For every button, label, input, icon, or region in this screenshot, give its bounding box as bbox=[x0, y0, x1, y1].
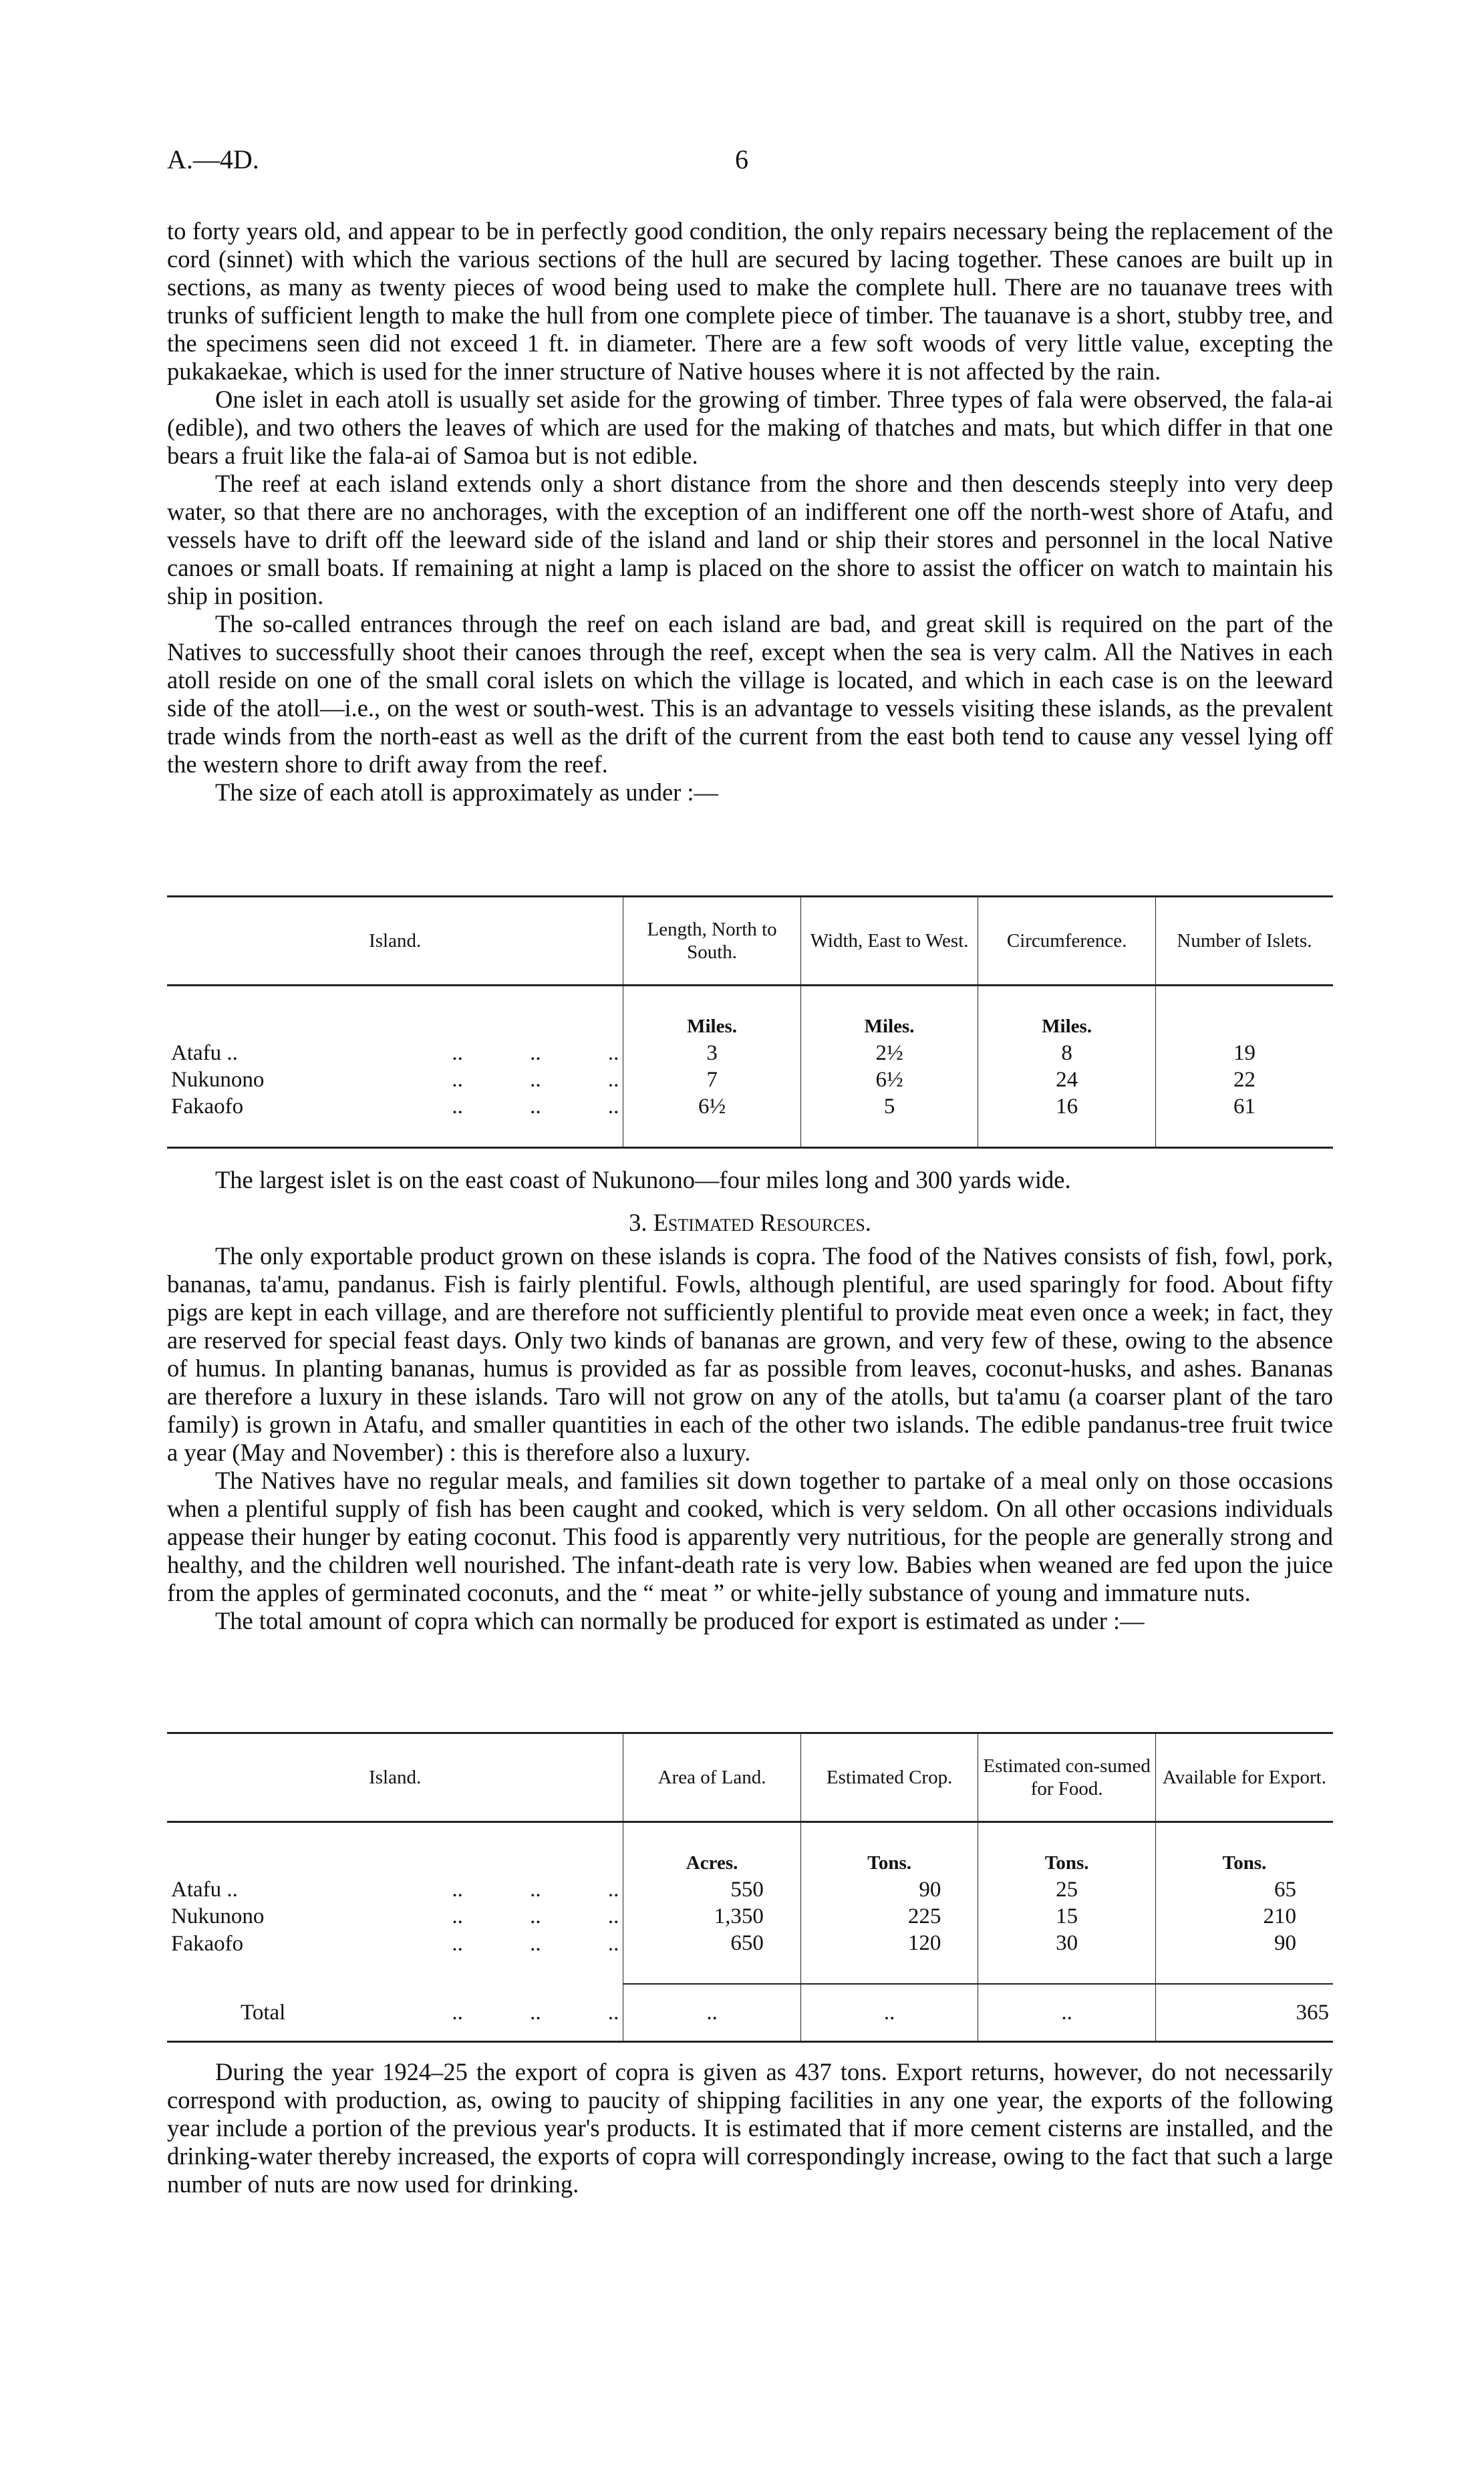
paragraph: The largest islet is on the east coast of Nukunono—four miles long and 300 yards wide. bbox=[215, 1166, 1071, 1193]
col-header: Circumference. bbox=[978, 897, 1156, 986]
copra-table bbox=[167, 1732, 1333, 2043]
paragraph: The size of each atoll is approximately as under :— bbox=[215, 778, 719, 806]
atoll-size-table bbox=[167, 895, 1333, 1149]
col-header: Area of Land. bbox=[623, 1733, 801, 1822]
table-row: Atafu .. .. .. .. 3 2½ 8 19 bbox=[167, 1040, 1333, 1066]
col-header: Island. bbox=[369, 930, 422, 952]
table-row: Nukunono .. .. .. 1,350 225 15 210 bbox=[167, 1903, 1333, 1930]
unit-label: Tons. bbox=[1155, 1822, 1333, 1877]
total-row: Total .. .. .. .. .. .. 365 bbox=[167, 1984, 1333, 2042]
table-row: Fakaofo .. .. .. 650 120 30 90 bbox=[167, 1930, 1333, 1984]
unit-label: Tons. bbox=[800, 1822, 978, 1877]
document-reference: A.—4D. bbox=[167, 144, 259, 174]
paragraph: During the year 1924–25 the export of copra is given as 437 tons. Export returns, however, do not necessarily correspond with production, as, owing to paucity of shipping facilities in any one year, the exports of the following year include a portion of the previous year's products. It is estimated that if more cement cisterns are installed, and the drinking-water thereby increased, the exports of copra will correspondingly increase, owing to the fact that such a large number of nuts are now used for drinking. bbox=[167, 2058, 1333, 2198]
table-row: Fakaofo .. .. .. 6½ 5 16 61 bbox=[167, 1093, 1333, 1148]
text-section-2 bbox=[167, 1166, 1333, 1635]
col-header: Island. bbox=[369, 1767, 422, 1788]
col-header: Length, North to South. bbox=[623, 897, 801, 986]
text-section-3 bbox=[167, 2058, 1333, 2198]
page-number: 6 bbox=[735, 144, 748, 174]
unit-label: Miles. bbox=[623, 986, 801, 1040]
paragraph: The so-called entrances through the reef on each island are bad, and great skill is required on the part of the Natives to successfully shoot their canoes through the reef, except when the sea is very calm. All the Natives in each atoll reside on one of the small coral islets on which the village is located, and which in each case is on the leeward side of the atoll—i.e., on the west or south-west. This is an advantage to vessels visiting these islands, as the prevalent trade winds from the north-east as well as the drift of the current from the east both tend to cause any vessel lying off the western shore to drift away from the reef. bbox=[167, 610, 1333, 778]
unit-label: Acres. bbox=[623, 1822, 801, 1877]
col-header: Estimated con-sumed for Food. bbox=[978, 1733, 1156, 1822]
unit-label: Miles. bbox=[978, 986, 1156, 1040]
col-header: Number of Islets. bbox=[1155, 897, 1333, 986]
table-row: Nukunono .. .. .. 7 6½ 24 22 bbox=[167, 1066, 1333, 1093]
col-header: Available for Export. bbox=[1155, 1733, 1333, 1822]
table-row: Atafu .. .. .. .. 550 90 25 65 bbox=[167, 1876, 1333, 1903]
paragraph: The Natives have no regular meals, and families sit down together to partake of a meal only on those occasions when a plentiful supply of fish has been caught and cooked, which is very seldom. On all other occasions individuals appease their hunger by eating coconut. This food is apparently very nutritious, for the people are generally strong and healthy, and the children well nourished. The infant-death rate is very low. Babies when weaned are fed upon the juice from the apples of germinated coconuts, and the “ meat ” or white-jelly substance of young and immature nuts. bbox=[167, 1467, 1333, 1606]
col-header: Estimated Crop. bbox=[800, 1733, 978, 1822]
paragraph: The total amount of copra which can normally be produced for export is estimated as under :— bbox=[215, 1607, 1145, 1634]
col-header: Width, East to West. bbox=[800, 897, 978, 986]
section-title: 3. Estimated Resources. bbox=[629, 1209, 871, 1236]
paragraph: The reef at each island extends only a short distance from the shore and then descends steeply into very deep water, so that there are no anchorages, with the exception of an indifferent one off the north-west shore of Atafu, and vessels have to drift off the leeward side of the island and land or ship their stores and personnel in the local Native canoes or small boats. If remaining at night a lamp is placed on the shore to assist the officer on watch to maintain his ship in position. bbox=[167, 470, 1333, 609]
paragraph: to forty years old, and appear to be in perfectly good condition, the only repairs necessary being the replacement of the cord (sinnet) with which the various sections of the hull are secured by lacing together. These canoes are built up in sections, as many as twenty pieces of wood being used to make the complete hull. There are no tauanave trees with trunks of sufficient length to make the hull from one complete piece of timber. The tauanave is a short, stubby tree, and the specimens seen did not exceed 1 ft. in diameter. There are a few soft woods of very little value, excepting the pukakaekae, which is used for the inner structure of Native houses where it is not affected by the rain. bbox=[167, 217, 1333, 385]
paragraph: One islet in each atoll is usually set aside for the growing of timber. Three types of fala were observed, the fala-ai (edible), and two others the leaves of which are used for the making of thatches and mats, but which differ in that one bears a fruit like the fala-ai of Samoa but is not edible. bbox=[167, 386, 1333, 469]
unit-label: Miles. bbox=[800, 986, 978, 1040]
paragraph: The only exportable product grown on these islands is copra. The food of the Natives consists of fish, fowl, pork, bananas, ta'amu, pandanus. Fish is fairly plentiful. Fowls, although plentiful, are used sparingly for food. About fifty pigs are kept in each village, and are therefore not sufficiently plentiful to provide meat even once a week; in fact, they are reserved for special feast days. Only two kinds of bananas are grown, and very few of these, owing to the absence of humus. In planting bananas, humus is provided as far as possible from leaves, coconut-husks, and ashes. Bananas are therefore a luxury in these islands. Taro will not grow on any of the atolls, but ta'amu (a coarser plant of the taro family) is grown in Atafu, and smaller quantities in each of the other two islands. The edible pandanus-tree fruit twice a year (May and November) : this is therefore also a luxury. bbox=[167, 1242, 1333, 1466]
text-section-1 bbox=[167, 217, 1333, 807]
unit-label: Tons. bbox=[978, 1822, 1156, 1877]
